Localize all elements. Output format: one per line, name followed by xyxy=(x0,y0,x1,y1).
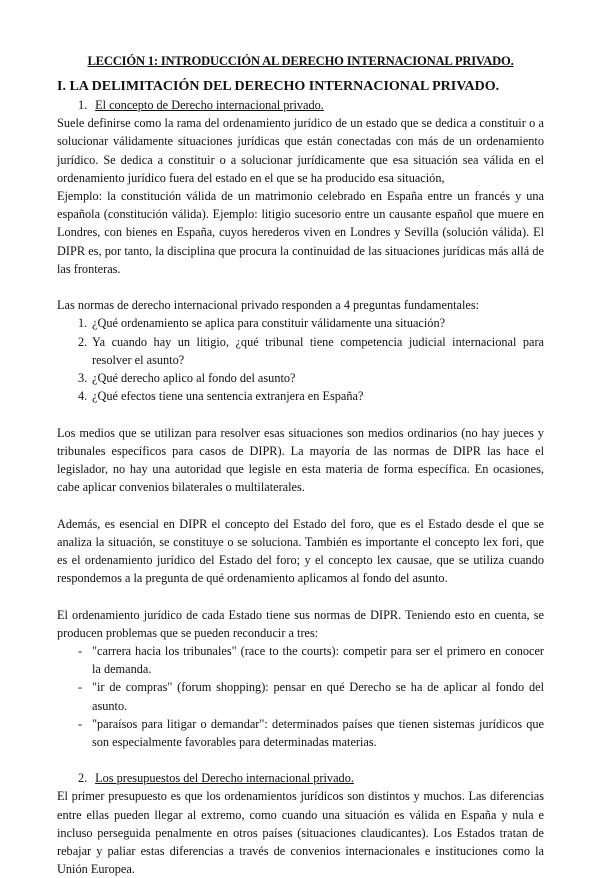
list-item xyxy=(57,314,544,332)
questions-list xyxy=(57,314,544,405)
subsection-heading-2 xyxy=(78,769,544,787)
paragraph-problems-intro: El ordenamiento jurídico de cada Estado tiene sus normas de DIPR. Teniendo esto en cuenta, se producen problemas que se pueden reconducir a tres: xyxy=(57,607,544,640)
paragraph-questions-intro: Las normas de derecho internacional privado responden a 4 preguntas fundamentales: xyxy=(57,298,480,313)
list-text: "paraísos para litigar o demandar": determinados países que tienen sistemas jurídicos que son especialmente favorables para determinadas materias. xyxy=(92,716,544,750)
paragraph-presupuestos: El primer presupuesto es que los ordenamientos jurídicos son distintos y muchos. Las diferencias entre ellas pueden llegar al extremo, como cuando una situación es válida en España y nula e incluso perseguida penalmente en otros países (situaciones claudicantes). Los Estados tratan de rebajar y paliar estas diferencias a través de convenios internacionales e instituciones como la Unión Europea. xyxy=(57,789,544,877)
list-number: 4. xyxy=(78,389,88,404)
list-item xyxy=(57,333,544,369)
list-item xyxy=(57,715,544,751)
list-text: "ir de compras" (forum shopping): pensar en qué Derecho se ha de aplicar al fondo del asunto. xyxy=(92,680,544,713)
list-text: "carrera hacia los tribunales" (race to the courts): competir para ser el primero en conocer la demanda. xyxy=(92,644,544,677)
dash-marker: - xyxy=(78,644,83,659)
document-page xyxy=(57,52,544,878)
dash-marker: - xyxy=(78,716,83,731)
lesson-title: LECCIÓN 1: INTRODUCCIÓN AL DERECHO INTERNACIONAL PRIVADO. xyxy=(87,54,514,68)
list-number: 1. xyxy=(78,316,88,331)
list-item xyxy=(57,642,544,678)
subsection-heading-1 xyxy=(78,96,544,114)
paragraph-examples: Ejemplo: la constitución válida de un matrimonio celebrado en España entre un francés y una española (constitución válida). Ejemplo: litigio sucesorio entre un causante español que muere en Londres, con bienes en España, cuyos herederos viven en Londres y Sevilla (solución válida). El DIPR es, por tanto, la disciplina que procura la continuidad de las situaciones jurídicas más allá de las fronteras. xyxy=(57,189,544,276)
subsection-label: El concepto de Derecho internacional privado. xyxy=(95,98,324,113)
subsection-number: 2. xyxy=(78,771,88,786)
section-heading: I. LA DELIMITACIÓN DEL DERECHO INTERNACIONAL PRIVADO. xyxy=(57,79,500,95)
list-text: Ya cuando hay un litigio, ¿qué tribunal tiene competencia judicial internacional para resolver el asunto? xyxy=(92,334,544,367)
subsection-number: 1. xyxy=(78,98,88,113)
list-number: 2. xyxy=(78,334,88,349)
paragraph-definition: Suele definirse como la rama del ordenamiento jurídico de un estado que se dedica a constituir o a solucionar válidamente situaciones jurídicas que están conectadas con más de un ordenamiento jurídico. Se dedica a constituir o a solucionar jurídicamente que esa situación sea válida en el ordenamiento jurídico fuera del estado en el que se ha producido esa situación, xyxy=(57,116,544,185)
problems-list xyxy=(57,642,544,751)
paragraph-means: Los medios que se utilizan para resolver esas situaciones son medios ordinarios (no hay jueces y tribunales específicos para casos de DIPR). La mayoría de las normas de DIPR las hace el legislador, no hay una autoridad que legisle en esta materia de forma específica. En ocasiones, cabe aplicar convenios bilaterales o multilaterales. xyxy=(57,425,544,495)
dash-marker: - xyxy=(78,680,83,695)
list-number: 3. xyxy=(78,371,88,386)
paragraph-forum: Además, es esencial en DIPR el concepto del Estado del foro, que es el Estado desde el que se analiza la situación, se constituye o se soluciona. También es importante el concepto lex fori, que es el ordenamiento jurídico del Estado del foro; y el concepto lex causae, que se utiliza cuando respondemos a la pregunta de qué ordenamiento aplicamos al fondo del asunto. xyxy=(57,516,544,586)
list-item xyxy=(57,387,544,405)
list-text: ¿Qué ordenamiento se aplica para constituir válidamente una situación? xyxy=(92,316,446,331)
subsection-label: Los presupuestos del Derecho internacional privado. xyxy=(95,771,354,786)
list-item xyxy=(57,369,544,387)
list-text: ¿Qué derecho aplico al fondo del asunto? xyxy=(92,371,296,386)
list-item xyxy=(57,678,544,714)
list-text: ¿Qué efectos tiene una sentencia extranjera en España? xyxy=(92,389,364,404)
